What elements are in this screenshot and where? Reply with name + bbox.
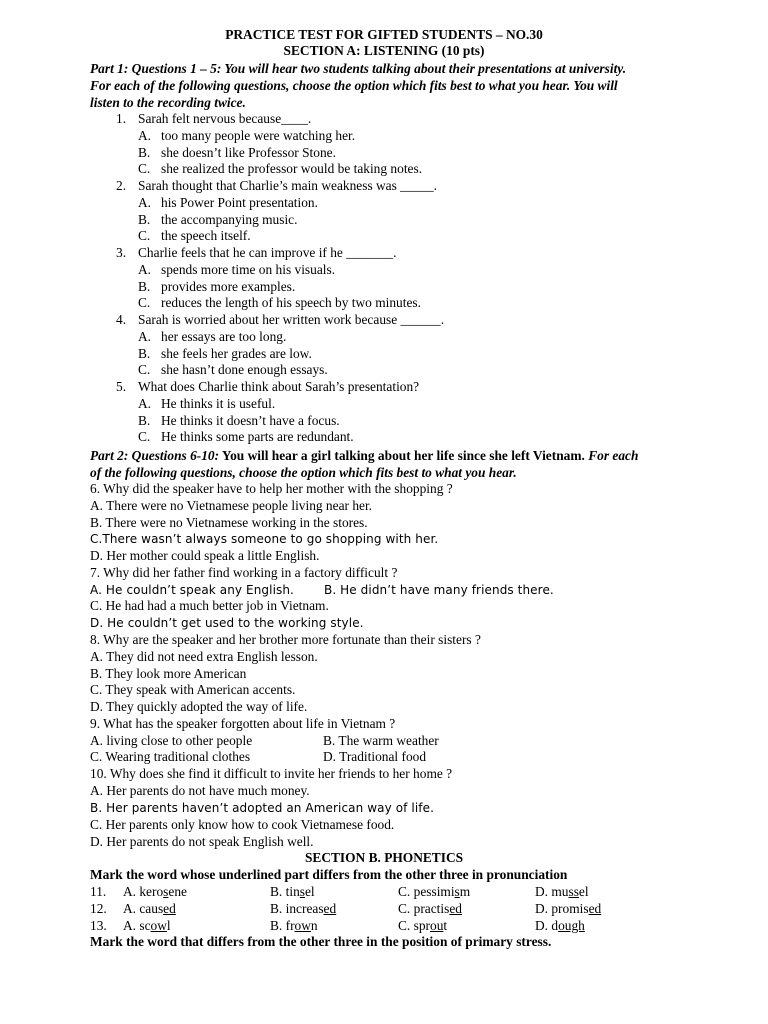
section-a-heading: SECTION A: LISTENING (10 pts) [283, 43, 485, 58]
underlined-part: ed [588, 900, 602, 916]
underlined-part: ough [558, 917, 585, 933]
phonetics-option: C. pessimism [398, 884, 471, 899]
option: D. Traditional food [323, 749, 427, 764]
option: A. living close to other people [90, 733, 253, 748]
option: C. He had had a much better job in Vietnam. [90, 598, 329, 613]
option: C. she realized the professor would be taking notes. [138, 161, 423, 177]
option: A. They did not need extra English lesson. [90, 649, 318, 664]
option: B. provides more examples. [138, 278, 296, 294]
stress-instruction: Mark the word that differs from the other three in the position of primary stress. [90, 934, 552, 949]
question-10: 10. Why does she find it difficult to invite her friends to her home ? [90, 766, 453, 781]
phonetics-option: A. kerosene [123, 884, 187, 899]
option: B. He thinks it doesn’t have a focus. [138, 412, 340, 428]
phonetics-number: 13. [90, 917, 107, 933]
option: C. They speak with American accents. [90, 682, 296, 697]
option: B. They look more American [90, 666, 247, 681]
section-b-heading: SECTION B. PHONETICS [304, 850, 464, 865]
part1-instruction: Part 1: Questions 1 – 5: You will hear two students talking about their presentations at university. [90, 61, 627, 76]
option: A. too many people were watching her. [138, 127, 356, 143]
option: C.There wasn’t always someone to go shopping with her. [90, 532, 439, 546]
part1-instruction: For each of the following questions, choose the option which fits best to what you hear. You will [90, 78, 618, 93]
option: C. the speech itself. [138, 228, 251, 244]
part2-instruction: Part 2: Questions 6-10: You will hear a girl talking about her life since she left Vietnam. For each [90, 448, 639, 463]
question-8: 8. Why are the speaker and her brother more fortunate than their sisters ? [90, 632, 481, 647]
underlined-part: ow [150, 917, 167, 933]
phonetics-option: B. tinsel [270, 884, 315, 899]
question-3: 3. Charlie feels that he can improve if he _______. [116, 245, 397, 260]
part2-instruction: of the following questions, choose the option which fits best to what you hear. [90, 465, 517, 480]
phonetics-option: D. promised [535, 900, 602, 916]
phonetics-number: 11. [90, 884, 107, 899]
option: A. Her parents do not have much money. [90, 783, 310, 798]
phonetics-option: A. scowl [123, 917, 171, 933]
option: B. she feels her grades are low. [138, 345, 312, 361]
option: D. They quickly adopted the way of life. [90, 699, 308, 714]
phonetics-option: B. increased [270, 900, 337, 916]
option: D. He couldn’t get used to the working style. [90, 616, 364, 630]
option: A. He couldn’t speak any English. [90, 583, 294, 597]
phonetics-option: B. frown [270, 917, 318, 933]
option: A. spends more time on his visuals. [138, 261, 336, 277]
option: C. reduces the length of his speech by two minutes. [138, 295, 421, 311]
phonetics-option: C. practised [398, 900, 462, 916]
option: C. she hasn’t done enough essays. [138, 362, 328, 378]
underlined-part: s [299, 884, 305, 899]
underlined-part: ed [323, 900, 337, 916]
phonetics-option: D. dough [535, 917, 585, 933]
option: C. Her parents only know how to cook Vietnamese food. [90, 817, 395, 832]
option: C. Wearing traditional clothes [90, 749, 251, 764]
question-4: 4. Sarah is worried about her written work because ______. [116, 312, 445, 327]
option: A. his Power Point presentation. [138, 194, 318, 210]
question-7: 7. Why did her father find working in a factory difficult ? [90, 565, 398, 580]
underlined-part: ed [163, 900, 176, 916]
question-6: 6. Why did the speaker have to help her mother with the shopping ? [90, 481, 453, 496]
option: B. There were no Vietnamese working in the stores. [90, 515, 368, 530]
underlined-part: s [163, 884, 169, 899]
phonetics-option: A. caused [123, 900, 176, 916]
option: B. Her parents haven’t adopted an American way of life. [90, 801, 434, 815]
question-1: 1. Sarah felt nervous because____. [116, 111, 312, 126]
question-2: 2. Sarah thought that Charlie’s main weakness was _____. [116, 178, 438, 193]
underlined-part: ow [294, 917, 311, 933]
option: B. He didn’t have many friends there. [324, 583, 554, 597]
option: B. she doesn’t like Professor Stone. [138, 144, 336, 160]
option: A. There were no Vietnamese people living near her. [90, 498, 373, 513]
option: C. He thinks some parts are redundant. [138, 429, 354, 445]
option: D. Her mother could speak a little English. [90, 548, 320, 563]
phonetics-instruction: Mark the word whose underlined part differs from the other three in pronunciation [90, 867, 568, 882]
underlined-part: ou [430, 917, 444, 933]
phonetics-number: 12. [90, 900, 107, 916]
underlined-part: s [454, 884, 460, 899]
option: D. Her parents do not speak English well. [90, 834, 314, 849]
question-9: 9. What has the speaker forgotten about life in Vietnam ? [90, 716, 396, 731]
option: A. her essays are too long. [138, 328, 287, 344]
option: B. The warm weather [323, 733, 439, 748]
underlined-part: ed [449, 900, 462, 916]
option: A. He thinks it is useful. [138, 395, 276, 411]
question-5: 5. What does Charlie think about Sarah’s presentation? [116, 379, 420, 394]
document-title: PRACTICE TEST FOR GIFTED STUDENTS – NO.30 [225, 27, 543, 42]
underlined-part: ss [568, 884, 579, 899]
phonetics-option: C. sprout [398, 917, 448, 933]
option: B. the accompanying music. [138, 211, 298, 227]
phonetics-option: D. mussel [535, 884, 589, 899]
part1-instruction: listen to the recording twice. [90, 95, 246, 110]
